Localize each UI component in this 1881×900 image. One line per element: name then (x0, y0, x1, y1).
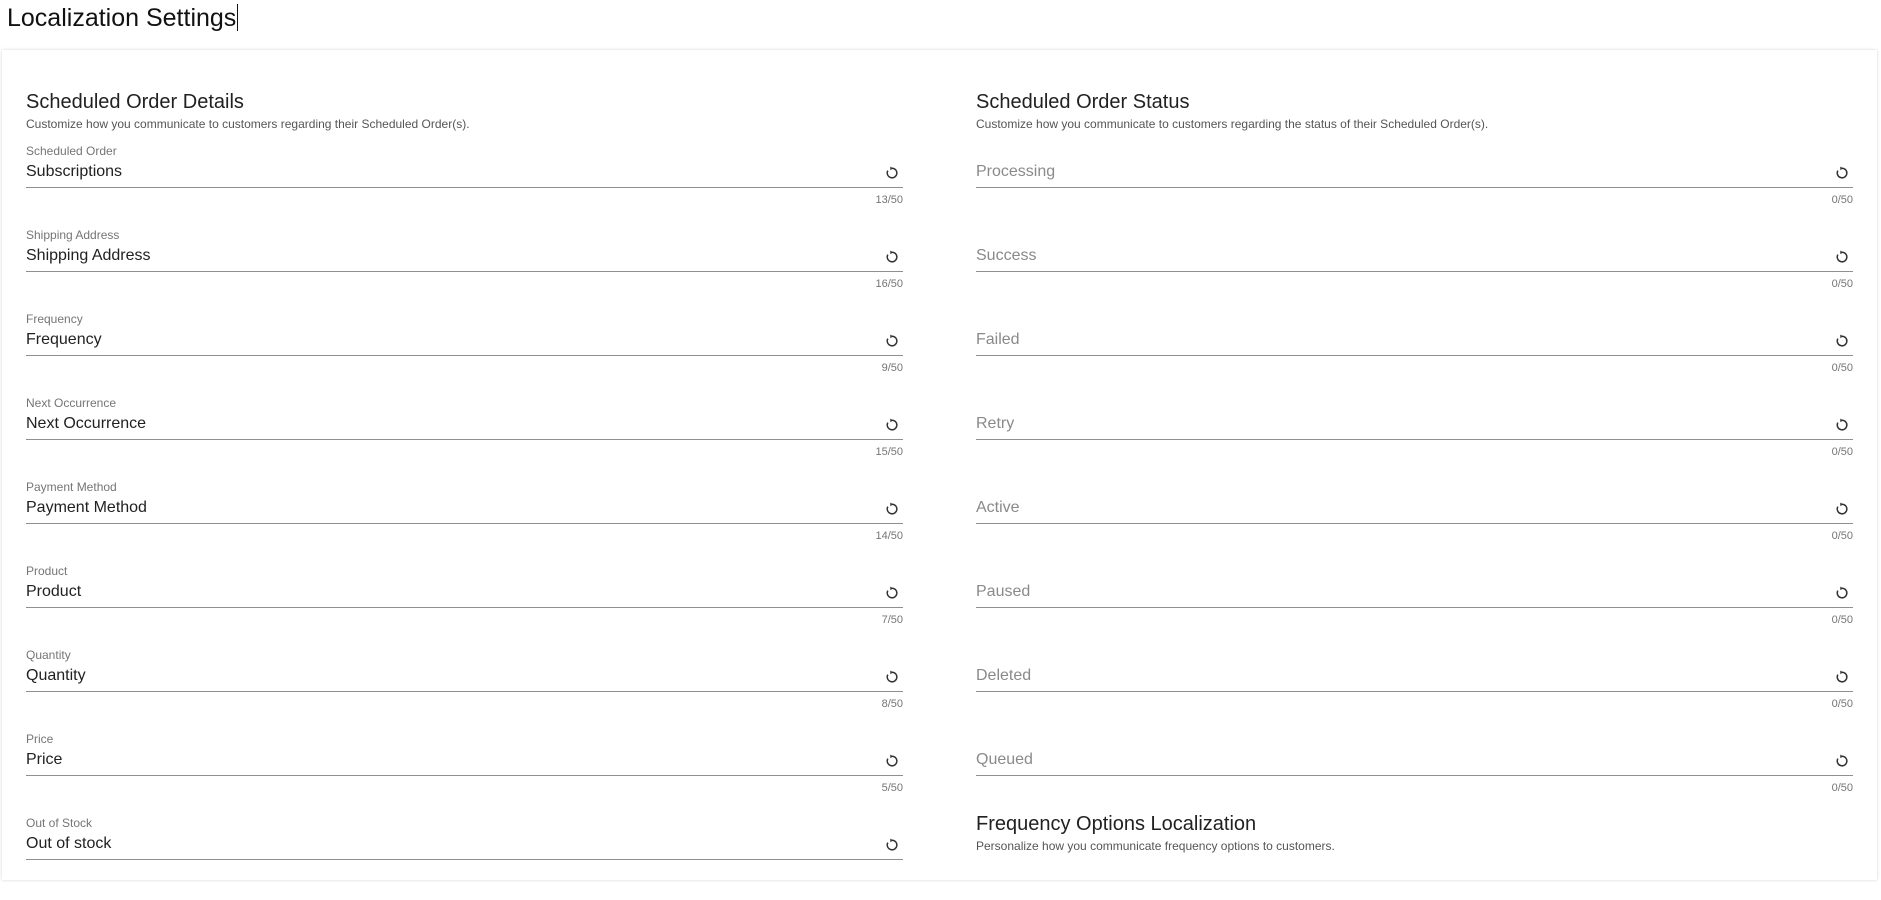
character-counter: 15/50 (875, 446, 903, 458)
field-label: Price (26, 732, 54, 746)
text-caret (237, 4, 238, 31)
field-payment-method (26, 480, 903, 564)
field-retry (976, 396, 1853, 480)
field-underline (26, 775, 903, 776)
processing-input[interactable] (976, 160, 1816, 184)
character-counter: 8/50 (881, 698, 903, 710)
field-underline (26, 523, 903, 524)
field-label: Next Occurrence (26, 396, 117, 410)
reset-icon[interactable] (1835, 586, 1849, 600)
queued-input[interactable] (976, 748, 1816, 772)
field-price (26, 732, 903, 816)
field-underline (26, 691, 903, 692)
reset-icon[interactable] (1835, 502, 1849, 516)
field-label: Quantity (26, 648, 71, 662)
field-processing (976, 144, 1853, 228)
field-label: Scheduled Order (26, 144, 117, 158)
field-underline (976, 187, 1853, 188)
quantity-input[interactable] (26, 664, 866, 688)
reset-icon[interactable] (885, 166, 899, 180)
field-out-of-stock (26, 816, 903, 900)
field-queued (976, 732, 1853, 816)
reset-icon[interactable] (1835, 418, 1849, 432)
field-label: Product (26, 564, 68, 578)
field-success (976, 228, 1853, 312)
product-input[interactable] (26, 580, 866, 604)
character-counter: 0/50 (1831, 782, 1853, 794)
character-counter: 0/50 (1831, 362, 1853, 374)
field-underline (976, 523, 1853, 524)
details-section (26, 90, 903, 900)
failed-input[interactable] (976, 328, 1816, 352)
reset-icon[interactable] (1835, 166, 1849, 180)
details-section-title: Scheduled Order Details (26, 91, 244, 113)
character-counter: 0/50 (1831, 698, 1853, 710)
reset-icon[interactable] (885, 418, 899, 432)
details-fields (26, 144, 903, 900)
frequency-section (976, 812, 1853, 854)
field-next-occurrence (26, 396, 903, 480)
shipping-address-input[interactable] (26, 244, 866, 268)
character-counter: 7/50 (881, 614, 903, 626)
character-counter: 13/50 (875, 194, 903, 206)
success-input[interactable] (976, 244, 1816, 268)
field-shipping-address (26, 228, 903, 312)
character-counter: 0/50 (1831, 614, 1853, 626)
status-section (976, 90, 1853, 854)
character-counter: 5/50 (881, 782, 903, 794)
field-underline (26, 439, 903, 440)
reset-icon[interactable] (885, 586, 899, 600)
reset-icon[interactable] (885, 250, 899, 264)
character-counter: 9/50 (881, 362, 903, 374)
next-occurrence-input[interactable] (26, 412, 866, 436)
field-underline (26, 859, 903, 860)
field-label: Shipping Address (26, 228, 120, 242)
field-label: Payment Method (26, 480, 117, 494)
character-counter: 14/50 (875, 530, 903, 542)
deleted-input[interactable] (976, 664, 1816, 688)
character-counter: 16/50 (875, 278, 903, 290)
out-of-stock-input[interactable] (26, 832, 866, 856)
field-underline (26, 355, 903, 356)
details-section-description: Customize how you communicate to customers regarding their Scheduled Order(s). (26, 117, 470, 131)
field-underline (976, 271, 1853, 272)
frequency-section-title: Frequency Options Localization (976, 813, 1257, 835)
field-underline (976, 355, 1853, 356)
field-underline (976, 607, 1853, 608)
status-fields (976, 144, 1853, 816)
page-title[interactable]: Localization Settings (7, 4, 237, 32)
reset-icon[interactable] (1835, 334, 1849, 348)
reset-icon[interactable] (1835, 250, 1849, 264)
field-failed (976, 312, 1853, 396)
field-underline (976, 775, 1853, 776)
reset-icon[interactable] (885, 838, 899, 852)
field-underline (26, 271, 903, 272)
reset-icon[interactable] (885, 502, 899, 516)
frequency-section-description: Personalize how you communicate frequency options to customers. (976, 839, 1335, 853)
field-underline (976, 439, 1853, 440)
field-underline (976, 691, 1853, 692)
field-underline (26, 187, 903, 188)
character-counter: 0/50 (1831, 194, 1853, 206)
character-counter: 0/50 (1831, 530, 1853, 542)
field-underline (26, 607, 903, 608)
reset-icon[interactable] (885, 334, 899, 348)
retry-input[interactable] (976, 412, 1816, 436)
scheduled-order-input[interactable] (26, 160, 866, 184)
status-section-title: Scheduled Order Status (976, 91, 1190, 113)
reset-icon[interactable] (885, 670, 899, 684)
payment-method-input[interactable] (26, 496, 866, 520)
field-label: Out of Stock (26, 816, 93, 830)
reset-icon[interactable] (1835, 670, 1849, 684)
field-quantity (26, 648, 903, 732)
active-input[interactable] (976, 496, 1816, 520)
reset-icon[interactable] (885, 754, 899, 768)
field-product (26, 564, 903, 648)
field-frequency (26, 312, 903, 396)
price-input[interactable] (26, 748, 866, 772)
character-counter: 0/50 (1831, 446, 1853, 458)
character-counter: 0/50 (1831, 278, 1853, 290)
field-active (976, 480, 1853, 564)
field-paused (976, 564, 1853, 648)
reset-icon[interactable] (1835, 754, 1849, 768)
frequency-input[interactable] (26, 328, 866, 352)
paused-input[interactable] (976, 580, 1816, 604)
field-label: Frequency (26, 312, 83, 326)
field-scheduled-order (26, 144, 903, 228)
field-deleted (976, 648, 1853, 732)
status-section-description: Customize how you communicate to customers regarding the status of their Scheduled Order(s). (976, 117, 1489, 131)
localization-card (2, 50, 1877, 880)
